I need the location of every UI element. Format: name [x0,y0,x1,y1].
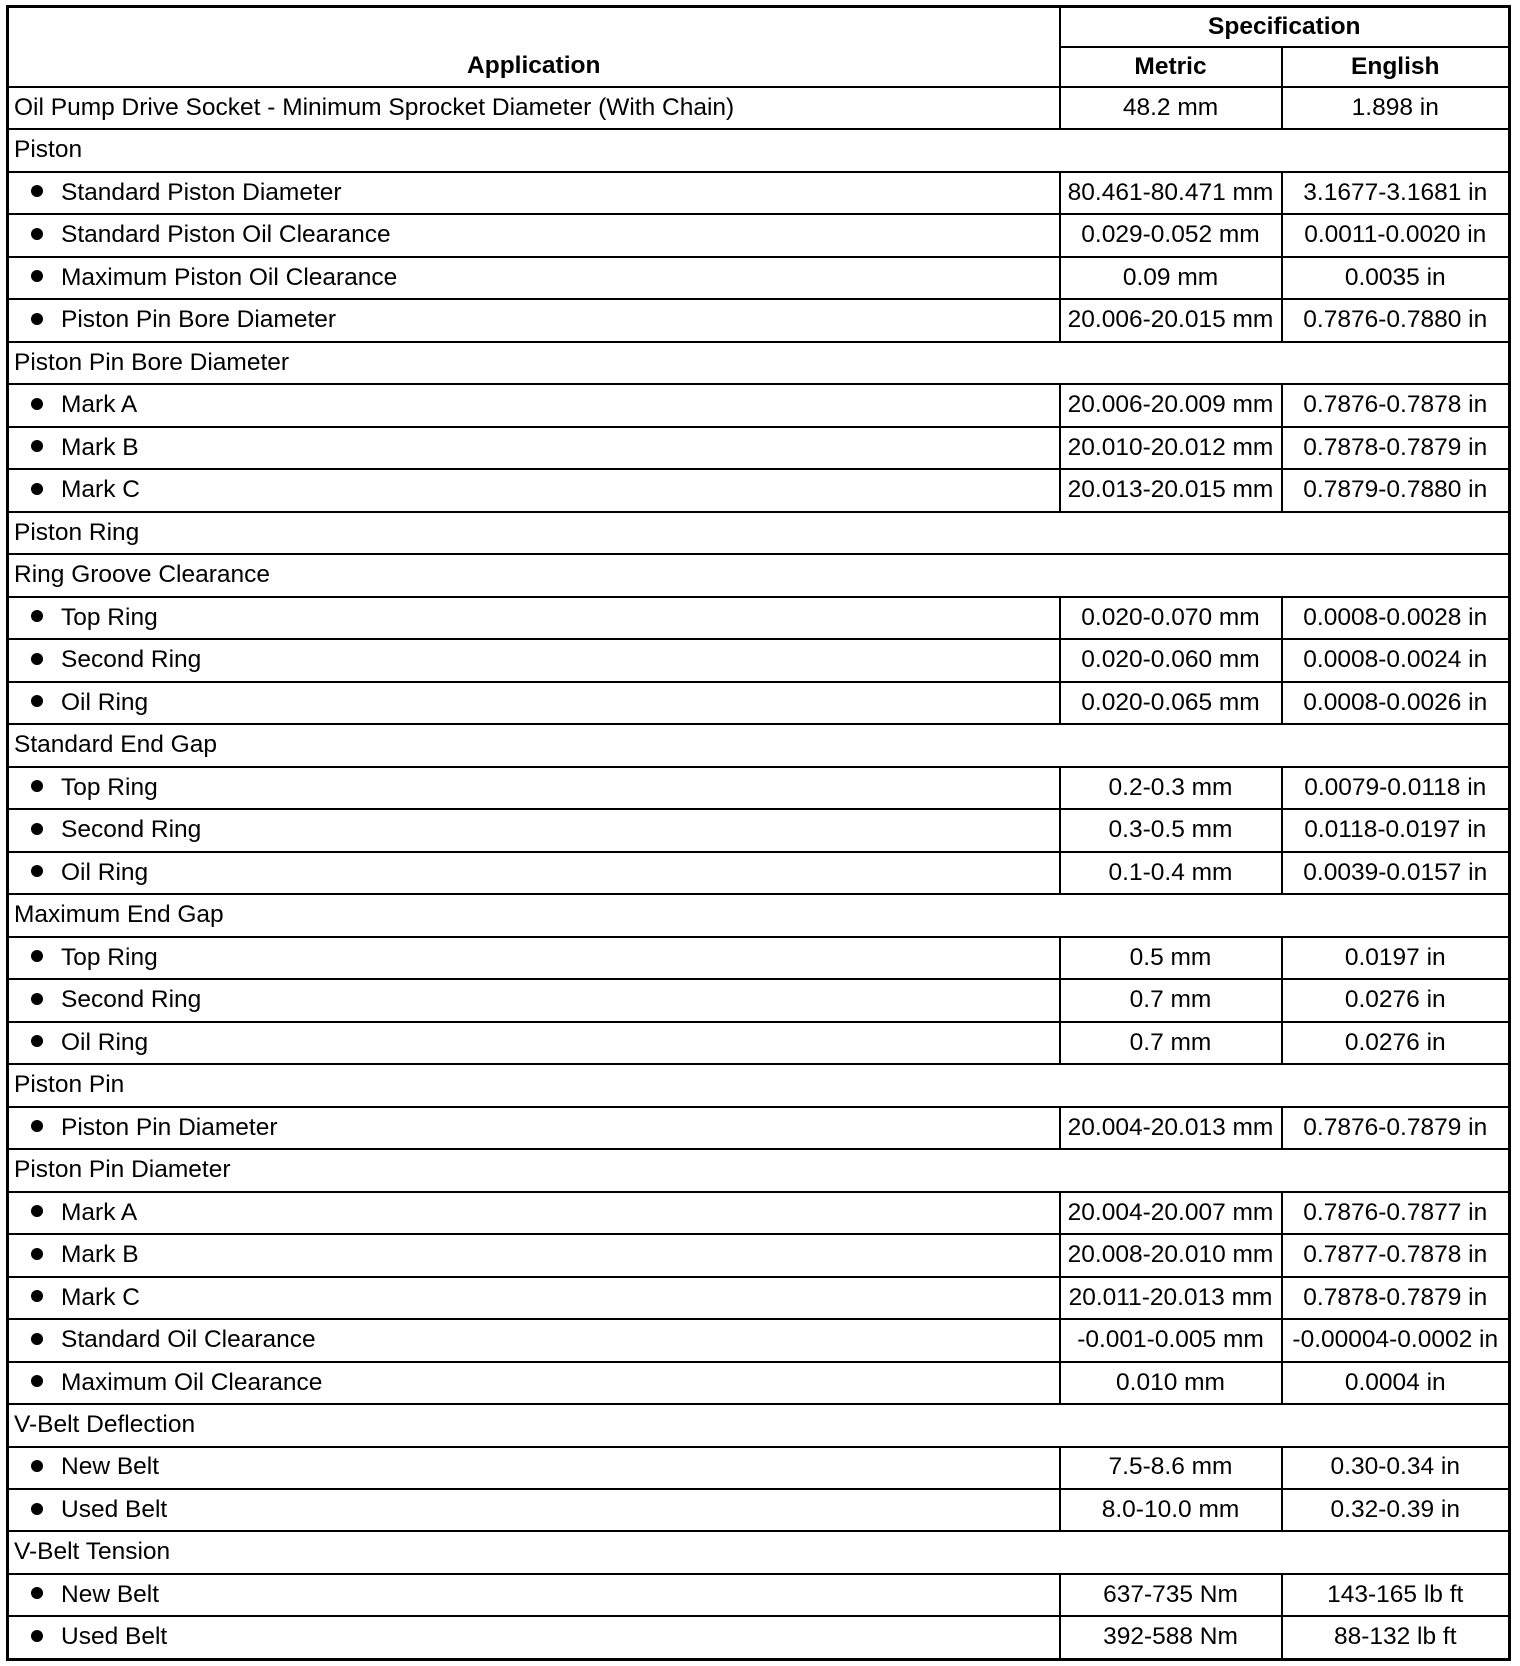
metric-value: 20.006-20.009 mm [1060,384,1282,426]
application-label: Second Ring [61,646,202,674]
table-row [8,852,1510,894]
english-value: 0.0008-0.0028 in [1282,597,1510,639]
metric-value: 20.006-20.015 mm [1060,299,1282,341]
table-row [8,767,1510,809]
application-cell [8,639,1060,681]
application-label: Second Ring [61,816,202,844]
header-row-top [8,7,1510,48]
bullet-icon [31,993,43,1005]
category-row [8,724,1510,766]
application-label: Maximum Piston Oil Clearance [61,263,398,291]
category-label: V-Belt Tension [8,1531,1510,1573]
application-label: Piston Pin Bore Diameter [61,306,337,334]
application-cell [8,469,1060,511]
application-cell [8,1616,1060,1659]
bullet-icon [31,1248,43,1260]
bullet-icon [31,865,43,877]
english-value: 1.898 in [1282,87,1510,129]
table-row [8,172,1510,214]
application-label: Piston Pin Diameter [61,1113,278,1141]
bullet-icon [31,398,43,410]
table-row [8,214,1510,256]
application-cell [8,384,1060,426]
english-value: 0.0035 in [1282,257,1510,299]
bullet-icon [31,653,43,665]
application-cell [8,937,1060,979]
application-cell [8,257,1060,299]
metric-value: 0.020-0.060 mm [1060,639,1282,681]
application-cell [8,682,1060,724]
application-cell [8,1022,1060,1064]
application-cell [8,427,1060,469]
english-value: 0.7876-0.7878 in [1282,384,1510,426]
english-value: 143-165 lb ft [1282,1574,1510,1616]
bullet-icon [31,1205,43,1217]
table-row [8,639,1510,681]
bullet-icon [31,780,43,792]
application-cell [8,1447,1060,1489]
bullet-icon [31,1333,43,1345]
application-cell [8,1192,1060,1234]
metric-value: 8.0-10.0 mm [1060,1489,1282,1531]
metric-value: 48.2 mm [1060,87,1282,129]
application-header: Application [8,7,1060,88]
specification-table [6,5,1511,1661]
table-row [8,1192,1510,1234]
english-value: 0.7878-0.7879 in [1282,1277,1510,1319]
metric-value: 20.011-20.013 mm [1060,1277,1282,1319]
category-row [8,894,1510,936]
english-value: 0.0197 in [1282,937,1510,979]
application-label: Mark C [61,1283,140,1311]
category-label: Ring Groove Clearance [8,554,1510,596]
table-row [8,937,1510,979]
table-row [8,384,1510,426]
application-cell [8,1234,1060,1276]
metric-value: 0.029-0.052 mm [1060,214,1282,256]
application-label: Top Ring [61,603,158,631]
metric-value: 0.2-0.3 mm [1060,767,1282,809]
application-cell [8,852,1060,894]
table-row [8,469,1510,511]
english-value: 0.0011-0.0020 in [1282,214,1510,256]
application-label: Oil Ring [61,1028,149,1056]
table-row [8,87,1510,129]
table-row [8,427,1510,469]
application-label: New Belt [61,1453,160,1481]
english-value: 0.32-0.39 in [1282,1489,1510,1531]
application-label: Top Ring [61,773,158,801]
category-label: V-Belt Deflection [8,1404,1510,1446]
category-row [8,1064,1510,1106]
application-label: Oil Pump Drive Socket - Minimum Sprocket Diameter (With Chain) [14,93,735,121]
application-label: Maximum Oil Clearance [61,1368,323,1396]
english-value: 0.0004 in [1282,1362,1510,1404]
metric-value: 20.013-20.015 mm [1060,469,1282,511]
metric-value: 80.461-80.471 mm [1060,172,1282,214]
bullet-icon [31,1375,43,1387]
category-label: Piston [8,129,1510,171]
application-label: Top Ring [61,943,158,971]
table-row [8,1362,1510,1404]
english-value: 0.0008-0.0024 in [1282,639,1510,681]
english-value: 0.0276 in [1282,1022,1510,1064]
application-label: Oil Ring [61,688,149,716]
english-value: 3.1677-3.1681 in [1282,172,1510,214]
english-value: 0.0008-0.0026 in [1282,682,1510,724]
english-value: 0.0039-0.0157 in [1282,852,1510,894]
application-cell [8,172,1060,214]
application-cell [8,809,1060,851]
application-cell [8,214,1060,256]
table-row [8,1107,1510,1149]
table-row [8,979,1510,1021]
english-header: English [1282,47,1510,87]
english-value: 0.30-0.34 in [1282,1447,1510,1489]
category-label: Maximum End Gap [8,894,1510,936]
english-value: 0.7876-0.7879 in [1282,1107,1510,1149]
table-row [8,1234,1510,1276]
table-body [8,87,1510,1660]
english-value: 0.0079-0.0118 in [1282,767,1510,809]
bullet-icon [31,1460,43,1472]
application-cell [8,597,1060,639]
metric-value: -0.001-0.005 mm [1060,1319,1282,1361]
category-label: Piston Pin Diameter [8,1149,1510,1191]
category-row [8,1404,1510,1446]
metric-value: 637-735 Nm [1060,1574,1282,1616]
application-cell [8,299,1060,341]
metric-value: 0.09 mm [1060,257,1282,299]
bullet-icon [31,610,43,622]
application-cell [8,979,1060,1021]
english-value: 0.0118-0.0197 in [1282,809,1510,851]
specification-header: Specification [1060,7,1510,48]
table-row [8,1574,1510,1616]
table-row [8,1489,1510,1531]
application-label: Oil Ring [61,858,149,886]
bullet-icon [31,313,43,325]
metric-value: 0.3-0.5 mm [1060,809,1282,851]
metric-value: 0.010 mm [1060,1362,1282,1404]
table-row [8,1616,1510,1659]
table-row [8,1277,1510,1319]
application-label: Mark A [61,391,138,419]
category-label: Piston Pin [8,1064,1510,1106]
application-label: Standard Oil Clearance [61,1326,316,1354]
application-label: Standard Piston Oil Clearance [61,221,391,249]
category-row [8,342,1510,384]
table-row [8,1447,1510,1489]
application-cell [8,87,1060,129]
english-value: 0.7876-0.7877 in [1282,1192,1510,1234]
table-row [8,299,1510,341]
application-label: Mark C [61,476,140,504]
category-label: Piston Ring [8,512,1510,554]
application-label: Standard Piston Diameter [61,178,342,206]
bullet-icon [31,270,43,282]
bullet-icon [31,1503,43,1515]
metric-value: 20.004-20.013 mm [1060,1107,1282,1149]
application-label: Mark B [61,433,139,461]
application-label: Mark B [61,1241,139,1269]
metric-value: 20.008-20.010 mm [1060,1234,1282,1276]
bullet-icon [31,440,43,452]
bullet-icon [31,823,43,835]
bullet-icon [31,1035,43,1047]
bullet-icon [31,483,43,495]
application-label: Used Belt [61,1495,168,1523]
table-row [8,257,1510,299]
application-cell [8,1107,1060,1149]
application-cell [8,1362,1060,1404]
category-label: Piston Pin Bore Diameter [8,342,1510,384]
application-label: Mark A [61,1198,138,1226]
bullet-icon [31,1290,43,1302]
metric-value: 0.020-0.065 mm [1060,682,1282,724]
category-row [8,554,1510,596]
application-cell [8,1574,1060,1616]
english-value: 88-132 lb ft [1282,1616,1510,1659]
metric-value: 7.5-8.6 mm [1060,1447,1282,1489]
metric-header: Metric [1060,47,1282,87]
application-label: New Belt [61,1580,160,1608]
category-row [8,1149,1510,1191]
bullet-icon [31,228,43,240]
english-value: 0.7877-0.7878 in [1282,1234,1510,1276]
metric-value: 20.010-20.012 mm [1060,427,1282,469]
english-value: 0.7879-0.7880 in [1282,469,1510,511]
table-row [8,597,1510,639]
application-cell [8,1489,1060,1531]
bullet-icon [31,1630,43,1642]
english-value: -0.00004-0.0002 in [1282,1319,1510,1361]
table-row [8,1022,1510,1064]
application-label: Second Ring [61,986,202,1014]
category-row [8,1531,1510,1573]
table-row [8,809,1510,851]
bullet-icon [31,1120,43,1132]
application-cell [8,767,1060,809]
english-value: 0.7876-0.7880 in [1282,299,1510,341]
bullet-icon [31,185,43,197]
metric-value: 20.004-20.007 mm [1060,1192,1282,1234]
bullet-icon [31,950,43,962]
table-row [8,1319,1510,1361]
metric-value: 0.7 mm [1060,1022,1282,1064]
table-row [8,682,1510,724]
metric-value: 392-588 Nm [1060,1616,1282,1659]
application-cell [8,1319,1060,1361]
application-cell [8,1277,1060,1319]
metric-value: 0.1-0.4 mm [1060,852,1282,894]
english-value: 0.0276 in [1282,979,1510,1021]
bullet-icon [31,1587,43,1599]
metric-value: 0.5 mm [1060,937,1282,979]
category-row [8,512,1510,554]
category-row [8,129,1510,171]
application-label: Used Belt [61,1623,168,1651]
metric-value: 0.7 mm [1060,979,1282,1021]
bullet-icon [31,695,43,707]
english-value: 0.7878-0.7879 in [1282,427,1510,469]
metric-value: 0.020-0.070 mm [1060,597,1282,639]
category-label: Standard End Gap [8,724,1510,766]
